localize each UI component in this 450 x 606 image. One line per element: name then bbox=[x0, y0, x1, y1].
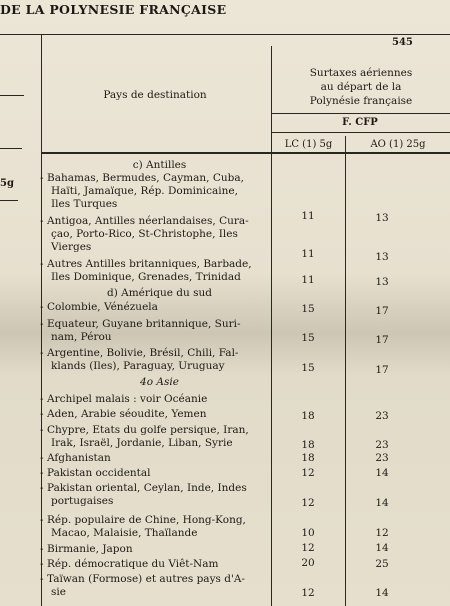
lc-header: LC (1) 5g bbox=[284, 139, 333, 150]
header-rule bbox=[0, 34, 450, 35]
ao-value: 25 bbox=[375, 558, 389, 570]
lc-value: 12 bbox=[301, 542, 315, 554]
lc-value: 18 bbox=[301, 439, 315, 451]
column-divider bbox=[345, 136, 346, 606]
table-row: - Chypre, Etats du golfe persique, Iran, Irak, Israël, Jordanie, Liban, Syrie bbox=[40, 424, 249, 449]
table-row: - Taïwan (Formose) et autres pays d'A- sie bbox=[40, 573, 245, 598]
surtaxes-line: au départ de la bbox=[320, 81, 402, 93]
table-row: - Bahamas, Bermudes, Cayman, Cuba, Haïti, Jamaïque, Rép. Dominicaine, Iles Turques bbox=[40, 172, 244, 210]
ao-value: 17 bbox=[375, 334, 389, 346]
header-title: DE LA POLYNESIE FRANÇAISE bbox=[0, 2, 227, 17]
table-row: - Birmanie, Japon bbox=[40, 543, 133, 555]
lc-value: 12 bbox=[301, 587, 315, 599]
ao-value: 13 bbox=[375, 251, 389, 263]
table-row: - Afghanistan bbox=[40, 452, 111, 464]
left-fragment-text: 5g bbox=[0, 178, 14, 189]
lc-value: 11 bbox=[301, 248, 315, 260]
section-heading: 4o Asie bbox=[140, 376, 179, 388]
page-number: 545 bbox=[392, 37, 413, 48]
left-fragment-rule bbox=[0, 148, 22, 149]
surtaxes-line: Surtaxes aériennes bbox=[309, 67, 413, 79]
lc-value: 12 bbox=[301, 497, 315, 509]
ao-value: 23 bbox=[375, 452, 389, 464]
ao-value: 14 bbox=[375, 497, 389, 509]
table-row: - Aden, Arabie séoudite, Yemen bbox=[40, 408, 207, 420]
ao-value: 23 bbox=[375, 410, 389, 422]
section-heading: c) Antilles bbox=[132, 159, 187, 171]
table-row: - Colombie, Vénézuela bbox=[40, 301, 158, 313]
surtaxes-header bbox=[276, 66, 446, 108]
ao-header: AO (1) 25g bbox=[370, 139, 426, 150]
table-row: - Rép. démocratique du Viêt-Nam bbox=[40, 558, 219, 570]
ao-value: 14 bbox=[375, 587, 389, 599]
left-fragment-rule bbox=[0, 200, 18, 201]
table-row: - Argentine, Bolivie, Brésil, Chili, Fal- klands (Iles), Paraguay, Uruguay bbox=[40, 347, 239, 372]
ao-value: 14 bbox=[375, 467, 389, 479]
ao-value: 13 bbox=[375, 276, 389, 288]
table-row: - Autres Antilles britanniques, Barbade, Iles Dominique, Grenades, Trinidad bbox=[40, 258, 252, 283]
left-fragment-rule bbox=[0, 95, 24, 96]
header-rule bbox=[271, 113, 450, 114]
ao-value: 17 bbox=[375, 305, 389, 317]
destination-header: Pays de destination bbox=[103, 89, 207, 101]
section-heading: d) Amérique du sud bbox=[106, 287, 212, 299]
lc-value: 15 bbox=[301, 332, 315, 344]
ao-value: 13 bbox=[375, 212, 389, 224]
lc-value: 12 bbox=[301, 467, 315, 479]
ao-value: 17 bbox=[375, 364, 389, 376]
ao-value: 12 bbox=[375, 527, 389, 539]
lc-value: 11 bbox=[301, 210, 315, 222]
table-row: - Equateur, Guyane britannique, Suri- nam, Pérou bbox=[40, 318, 241, 343]
lc-value: 18 bbox=[301, 452, 315, 464]
ao-value: 23 bbox=[375, 439, 389, 451]
surtaxes-line: Polynésie française bbox=[309, 95, 413, 107]
currency-header: F. CFP bbox=[342, 117, 378, 128]
table-row: - Rép. populaire de Chine, Hong-Kong, Macao, Malaisie, Thaïlande bbox=[40, 514, 246, 539]
lc-value: 11 bbox=[301, 274, 315, 286]
header-bottom-rule bbox=[41, 152, 450, 154]
lc-value: 15 bbox=[301, 303, 315, 315]
lc-value: 10 bbox=[301, 527, 315, 539]
header-rule bbox=[271, 132, 450, 133]
page-header bbox=[0, 2, 226, 17]
lc-value: 20 bbox=[301, 557, 315, 569]
table-row: - Archipel malais : voir Océanie bbox=[40, 393, 208, 405]
lc-value: 15 bbox=[301, 362, 315, 374]
ao-value: 14 bbox=[375, 542, 389, 554]
table-row: - Pakistan oriental, Ceylan, Inde, Indes portugaises bbox=[40, 482, 247, 507]
table-row: - Pakistan occidental bbox=[40, 467, 151, 479]
lc-value: 18 bbox=[301, 410, 315, 422]
table-row: - Antigoa, Antilles néerlandaises, Cura- çao, Porto-Rico, St-Christophe, Iles Vierges bbox=[40, 215, 249, 253]
